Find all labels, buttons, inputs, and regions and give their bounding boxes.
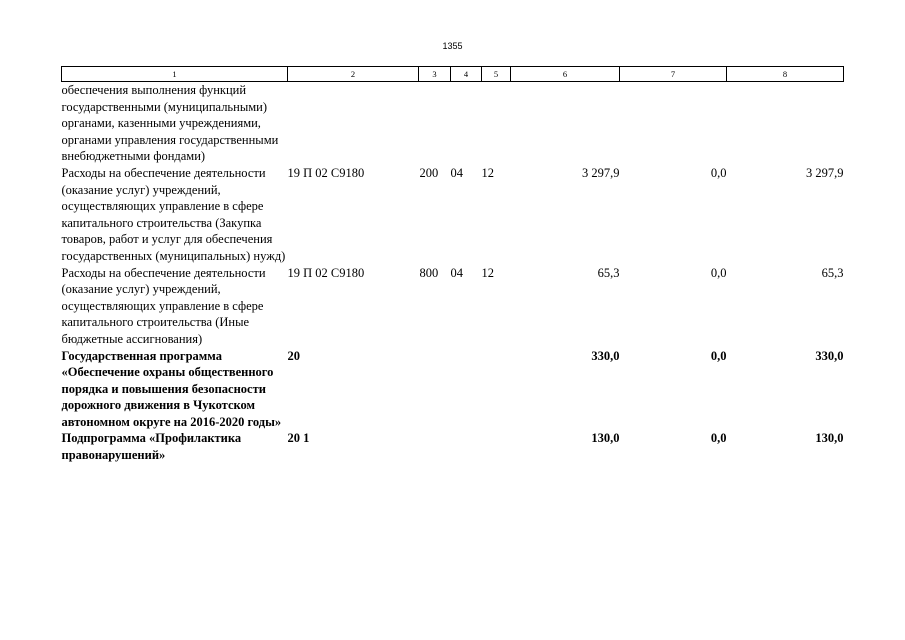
row-value-8: 330,0 (815, 348, 844, 363)
row-code (288, 82, 419, 165)
row-value-7: 0,0 (710, 265, 727, 280)
table-row (62, 430, 844, 463)
table-row (62, 165, 844, 265)
table-row (62, 82, 844, 165)
row-value-6: 65,3 (597, 265, 620, 280)
row-value-6: 3 297,9 (582, 165, 620, 180)
row-expense-type (419, 82, 451, 165)
row-name: Подпрограмма «Профилактика правонарушений» (61, 431, 242, 463)
row-code: 20 1 (287, 431, 310, 446)
row-subsection (482, 348, 511, 431)
row-value-7 (620, 82, 727, 165)
row-subsection (482, 82, 511, 165)
row-expense-type (419, 348, 451, 431)
page-number: 1355 (442, 41, 463, 51)
row-value-8 (727, 82, 844, 165)
table-header (62, 67, 844, 82)
row-name: Расходы на обеспечение деятельности (оказание услуг) учреждений, осуществляющих управление в сфере капитального строительства (Закупка товаров, работ и услуг для обеспечения государственных (муниципальных) нужд) (61, 165, 286, 263)
header-col-2: 2 (288, 67, 419, 82)
row-code: 19 П 02 С9180 (287, 165, 365, 180)
budget-table (61, 66, 844, 464)
row-value-6: 330,0 (591, 348, 620, 363)
row-expense-type (419, 430, 451, 463)
row-value-7: 0,0 (710, 348, 727, 363)
header-row (62, 67, 844, 82)
row-subsection: 12 (481, 165, 494, 180)
row-name: Государственная программа «Обеспечение охраны общественного порядка и повышения безопасности дорожного движения в Чукотском автономном округе на 2016-2020 годы» (61, 348, 282, 429)
header-col-4: 4 (451, 67, 482, 82)
row-section (451, 348, 482, 431)
row-value-8: 3 297,9 (806, 165, 844, 180)
header-col-6: 6 (511, 67, 620, 82)
header-col-5: 5 (482, 67, 511, 82)
row-value-8: 130,0 (815, 431, 844, 446)
table-body (62, 82, 844, 464)
header-col-8: 8 (727, 67, 844, 82)
header-col-1: 1 (62, 67, 288, 82)
header-col-3: 3 (419, 67, 451, 82)
row-code: 20 (287, 348, 300, 363)
row-subsection (482, 430, 511, 463)
row-section: 04 (450, 165, 463, 180)
row-value-8: 65,3 (821, 265, 844, 280)
row-subsection: 12 (481, 265, 494, 280)
row-name: обеспечения выполнения функций государственными (муниципальными) органами, казенными учреждениями, органами управления государственными внебюджетными фондами) (61, 83, 279, 164)
row-section (451, 82, 482, 165)
row-name: Расходы на обеспечение деятельности (оказание услуг) учреждений, осуществляющих управление в сфере капитального строительства (Иные бюджетные ассигнования) (61, 265, 266, 346)
row-expense-type: 800 (419, 265, 439, 280)
row-code: 19 П 02 С9180 (287, 265, 365, 280)
row-section: 04 (450, 265, 463, 280)
row-value-7: 0,0 (710, 165, 727, 180)
header-col-7: 7 (620, 67, 727, 82)
row-value-6 (511, 82, 620, 165)
row-expense-type: 200 (419, 165, 439, 180)
table-row (62, 348, 844, 431)
table-row (62, 265, 844, 348)
row-section (451, 430, 482, 463)
row-value-6: 130,0 (591, 431, 620, 446)
row-value-7: 0,0 (710, 431, 727, 446)
